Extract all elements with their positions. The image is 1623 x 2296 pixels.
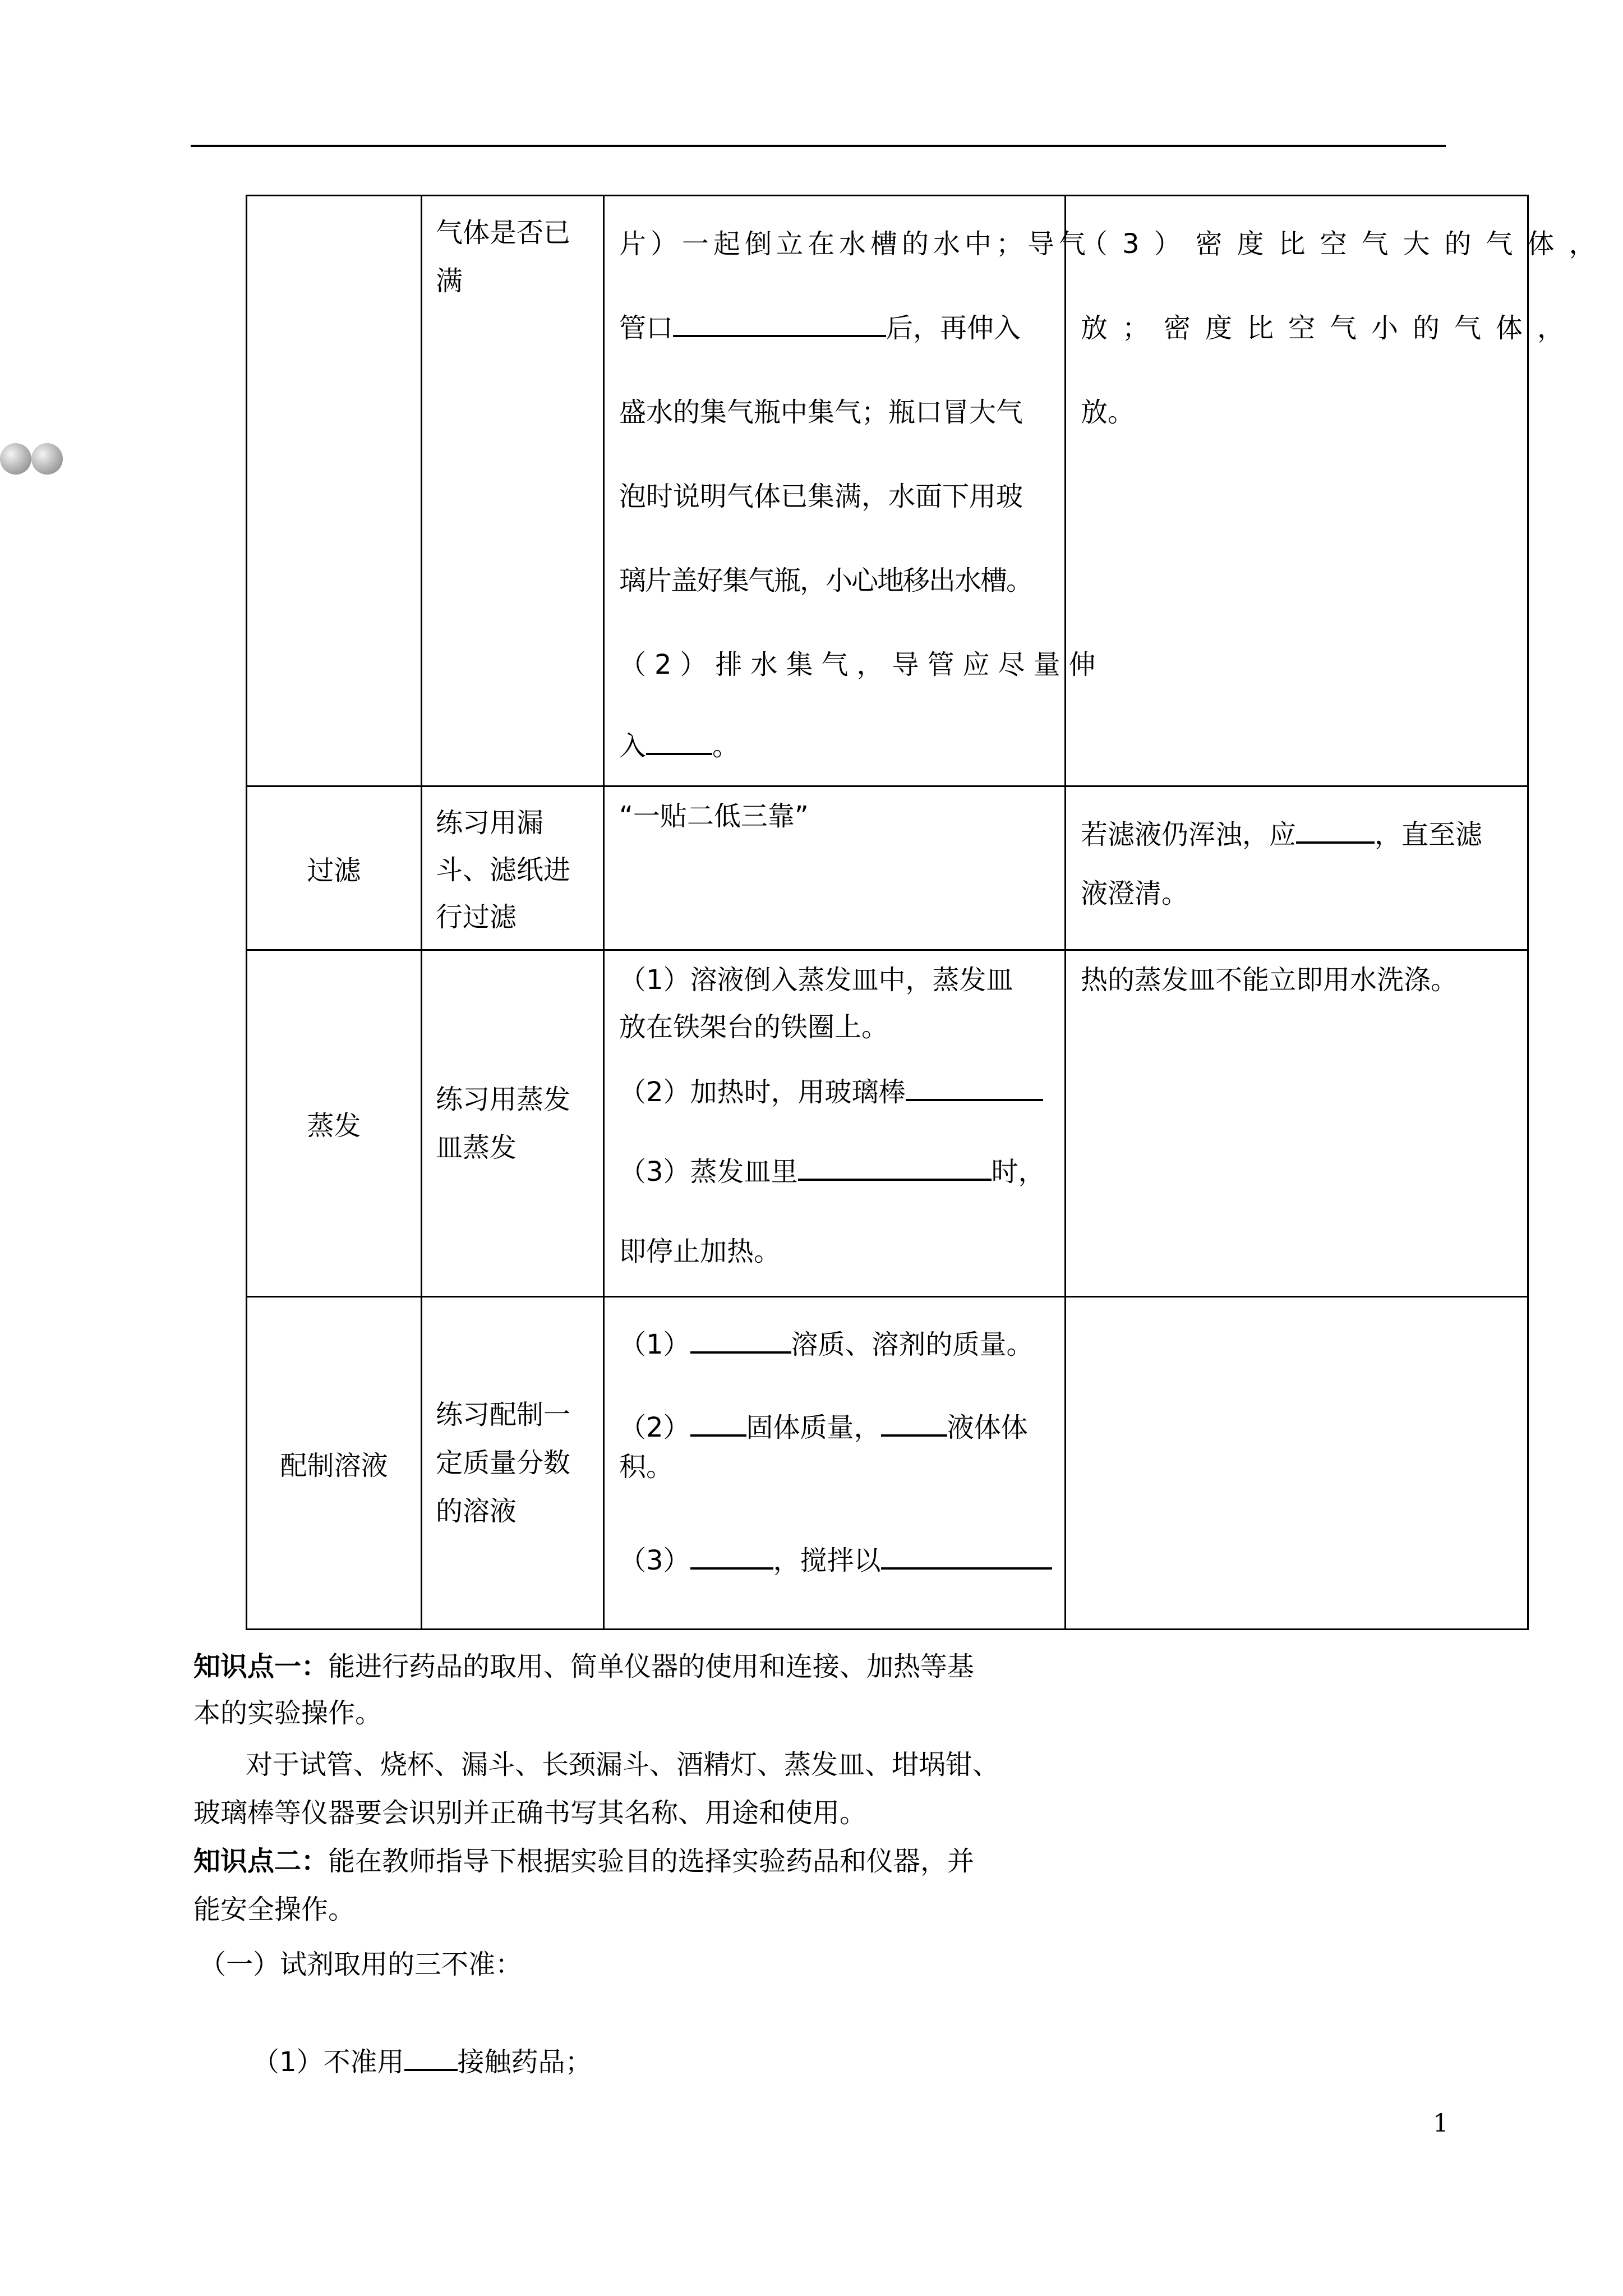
fill-blank[interactable] — [881, 1407, 947, 1437]
operation-cell: 过滤 — [247, 786, 422, 950]
operation-cell — [247, 196, 422, 786]
decorative-dot — [31, 443, 63, 475]
knowledge-point-1-cont: 本的实验操作。 — [193, 1697, 382, 1729]
table-row — [247, 950, 1528, 1297]
table-row — [247, 196, 1528, 786]
fill-blank[interactable] — [1296, 815, 1375, 844]
requirements-cell: （1） 溶质、溶剂的质量。 （2） 固体质量， 液体体 积。 （3） ，搅拌以 — [604, 1297, 1066, 1630]
operation-cell: 配制溶液 — [247, 1297, 422, 1630]
fill-blank[interactable] — [404, 2042, 458, 2071]
page-number: 1 — [1433, 2109, 1449, 2138]
notes-cell: （3）密度比空气大的气体， 放；密度比空气小的气体， 放。 — [1066, 196, 1528, 786]
header-rule — [191, 145, 1446, 147]
table-row — [247, 1297, 1528, 1630]
operation-cell: 蒸发 — [247, 950, 422, 1297]
requirements-cell: 片）一起倒立在水槽的水中；导气 管口 后，再伸入 盛水的集气瓶中集气；瓶口冒大气 泡时说明气体已集满，水面下用玻 璃片盖好集气瓶，小心地移出水槽。 （2）排水集气，导管应尽量伸 入 。 — [604, 196, 1066, 786]
fill-blank[interactable] — [690, 1407, 746, 1437]
objective-cell: 气体是否已满 — [422, 196, 604, 786]
requirements-cell: “一贴二低三靠” — [604, 786, 1066, 950]
objective-cell: 练习配制一定质量分数的溶液 — [422, 1297, 604, 1630]
experiment-table — [246, 195, 1611, 1630]
sub-heading: （一）试剂取用的三不准： — [199, 1949, 523, 1980]
knowledge-point-2: 知识点二：能在教师指导下根据实验目的选择实验药品和仪器，并 — [193, 1846, 975, 1877]
table-row — [247, 786, 1528, 950]
notes-cell: 热的蒸发皿不能立即用水洗涤。 — [1066, 950, 1528, 1297]
decorative-dot — [0, 443, 31, 475]
instrument-paragraph-cont: 玻璃棒等仪器要会识别并正确书写其名称、用途和使用。 — [193, 1797, 867, 1829]
rule-item: （1）不准用 接触药品； — [252, 2042, 1094, 2078]
notes-cell: 若滤液仍浑浊，应 ，直至滤 液澄清。 — [1066, 786, 1528, 950]
knowledge-point-1: 知识点一：能进行药品的取用、简单仪器的使用和连接、加热等基 — [193, 1651, 975, 1682]
objective-cell: 练习用蒸发皿蒸发 — [422, 950, 604, 1297]
instrument-paragraph: 对于试管、烧杯、漏斗、长颈漏斗、酒精灯、蒸发皿、坩埚钳、 — [246, 1749, 1000, 1780]
fill-blank[interactable] — [673, 308, 886, 337]
objective-cell: 练习用漏斗、滤纸进行过滤 — [422, 786, 604, 950]
requirements-cell: （1）溶液倒入蒸发皿中，蒸发皿 放在铁架台的铁圈上。 （2）加热时，用玻璃棒 （3）蒸发皿里 时， 即停止加热。 — [604, 950, 1066, 1297]
fill-blank[interactable] — [646, 726, 712, 755]
fill-blank[interactable] — [690, 1324, 791, 1354]
fill-blank[interactable] — [906, 1072, 1043, 1101]
fill-blank[interactable] — [690, 1540, 773, 1570]
knowledge-point-2-cont: 能安全操作。 — [193, 1894, 356, 1925]
fill-blank[interactable] — [798, 1152, 992, 1181]
fill-blank[interactable] — [881, 1540, 1052, 1570]
notes-cell — [1066, 1297, 1528, 1630]
